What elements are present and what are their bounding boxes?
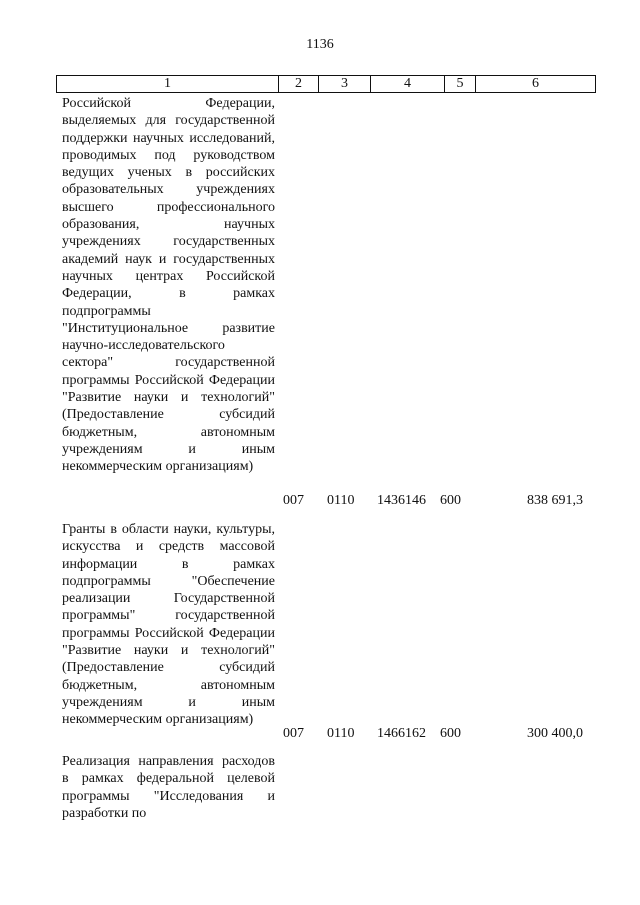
table-row-ministry: 007 bbox=[283, 493, 304, 508]
column-header-6: 6 bbox=[476, 76, 596, 92]
table-row-section: 0110 bbox=[327, 493, 355, 508]
table-row-description: Российской Федерации, выделяемых для государственной поддержки научных исследований, проводимых под руководством ведущих ученых в российских образовательных учреждениях высшего профессионального образования, научных учреждениях государственных академий наук и государственных научных центрах Российской Федерации, в рамках подпрограммы "Институциональное развитие научно-исследовательского сектора" государственной программы Российской Федерации "Развитие науки и технологий" (Предоставление субсидий бюджетным, автономным учреждениям и иным некоммерческим организациям) bbox=[62, 96, 275, 475]
table-row-amount: 300 400,0 bbox=[527, 726, 583, 741]
column-header-4: 4 bbox=[371, 76, 445, 92]
table-row-description: Гранты в области науки, культуры, искусства и средств массовой информации в рамках подпрограммы "Обеспечение реализации Государственной программы" государственной программы Российской Федерации "Развитие науки и технологий" (Предоставление субсидий бюджетным, автономным учреждениям и иным некоммерческим организациям) bbox=[62, 522, 275, 728]
column-header-2: 2 bbox=[279, 76, 319, 92]
column-header-3: 3 bbox=[319, 76, 371, 92]
column-header-5: 5 bbox=[445, 76, 476, 92]
table-header-row bbox=[56, 75, 596, 93]
table-row-target: 1436146 bbox=[377, 493, 426, 508]
table-row-target: 1466162 bbox=[377, 726, 426, 741]
table-row-description: Реализация направления расходов в рамках федеральной целевой программы "Исследования и разработки по bbox=[62, 754, 275, 821]
table-row-amount: 838 691,3 bbox=[527, 493, 583, 508]
table-row-expense-type: 600 bbox=[440, 726, 461, 741]
table-row-ministry: 007 bbox=[283, 726, 304, 741]
column-header-1: 1 bbox=[57, 76, 279, 92]
table-row-section: 0110 bbox=[327, 726, 355, 741]
table-row-expense-type: 600 bbox=[440, 493, 461, 508]
page-number: 1136 bbox=[306, 37, 334, 52]
